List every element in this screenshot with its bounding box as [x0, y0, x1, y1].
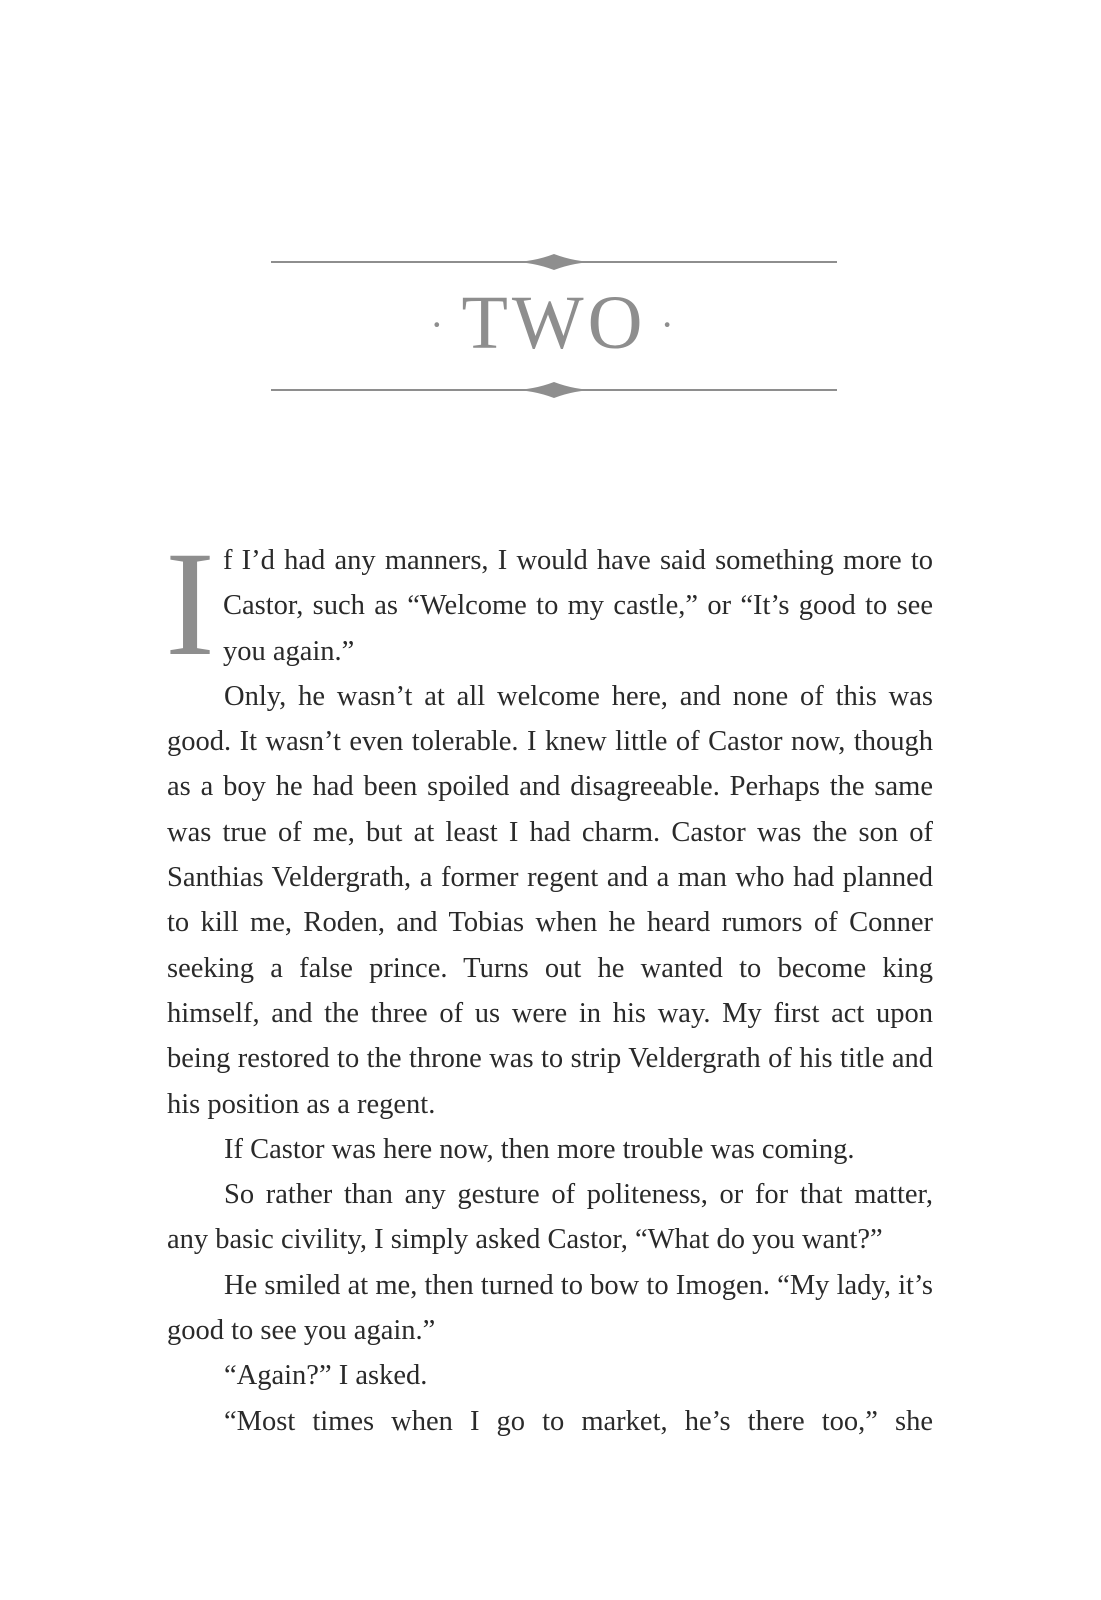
paragraph-4: So rather than any gesture of politeness, or for that matter, any basic civility, I simply asked Castor, “What do you want?”: [167, 1179, 933, 1256]
paragraph-2: Only, he wasn’t at all welcome here, and none of this was good. It wasn’t even tolerable. I knew little of Castor now, though as a boy he had been spoiled and disagreeable. Perhaps the same was true of me, but at least I had charm. Castor was the son of Santhias Veldergrath, a former regent and a man who had planned to kill me, Roden, and Tobias when he heard rumors of Conner seeking a false prince. Turns out he wanted to become king himself, and the three of us were in his way. My first act upon being restored to the throne was to strip Veldergrath of his title and his position as a regent.: [167, 680, 933, 1120]
paragraph-3: If Castor was here now, then more trouble was coming.: [224, 1133, 855, 1165]
chapter-bullet-left: ·: [430, 301, 448, 347]
paragraph-5: He smiled at me, then turned to bow to Imogen. “My lady, it’s good to see you again.”: [167, 1269, 933, 1347]
body-text: [165, 521, 933, 1444]
drop-cap: I: [165, 521, 215, 687]
paragraph-6: “Again?” I asked.: [224, 1360, 428, 1392]
chapter-title: TWO: [461, 281, 647, 365]
paragraph-1-text: f I’d had any manners, I would have said something more to Castor, such as “Welcome to my castle,” or “It’s good to see you again.”: [222, 545, 933, 667]
ornamental-rule-bottom: [271, 380, 837, 404]
paragraph-1: [165, 521, 933, 687]
chapter-heading: [271, 282, 837, 364]
ornamental-rule-top: [271, 252, 837, 276]
chapter-bullet-right: ·: [660, 301, 678, 347]
paragraph-7: “Most times when I go to market, he’s there too,” she: [224, 1405, 933, 1437]
